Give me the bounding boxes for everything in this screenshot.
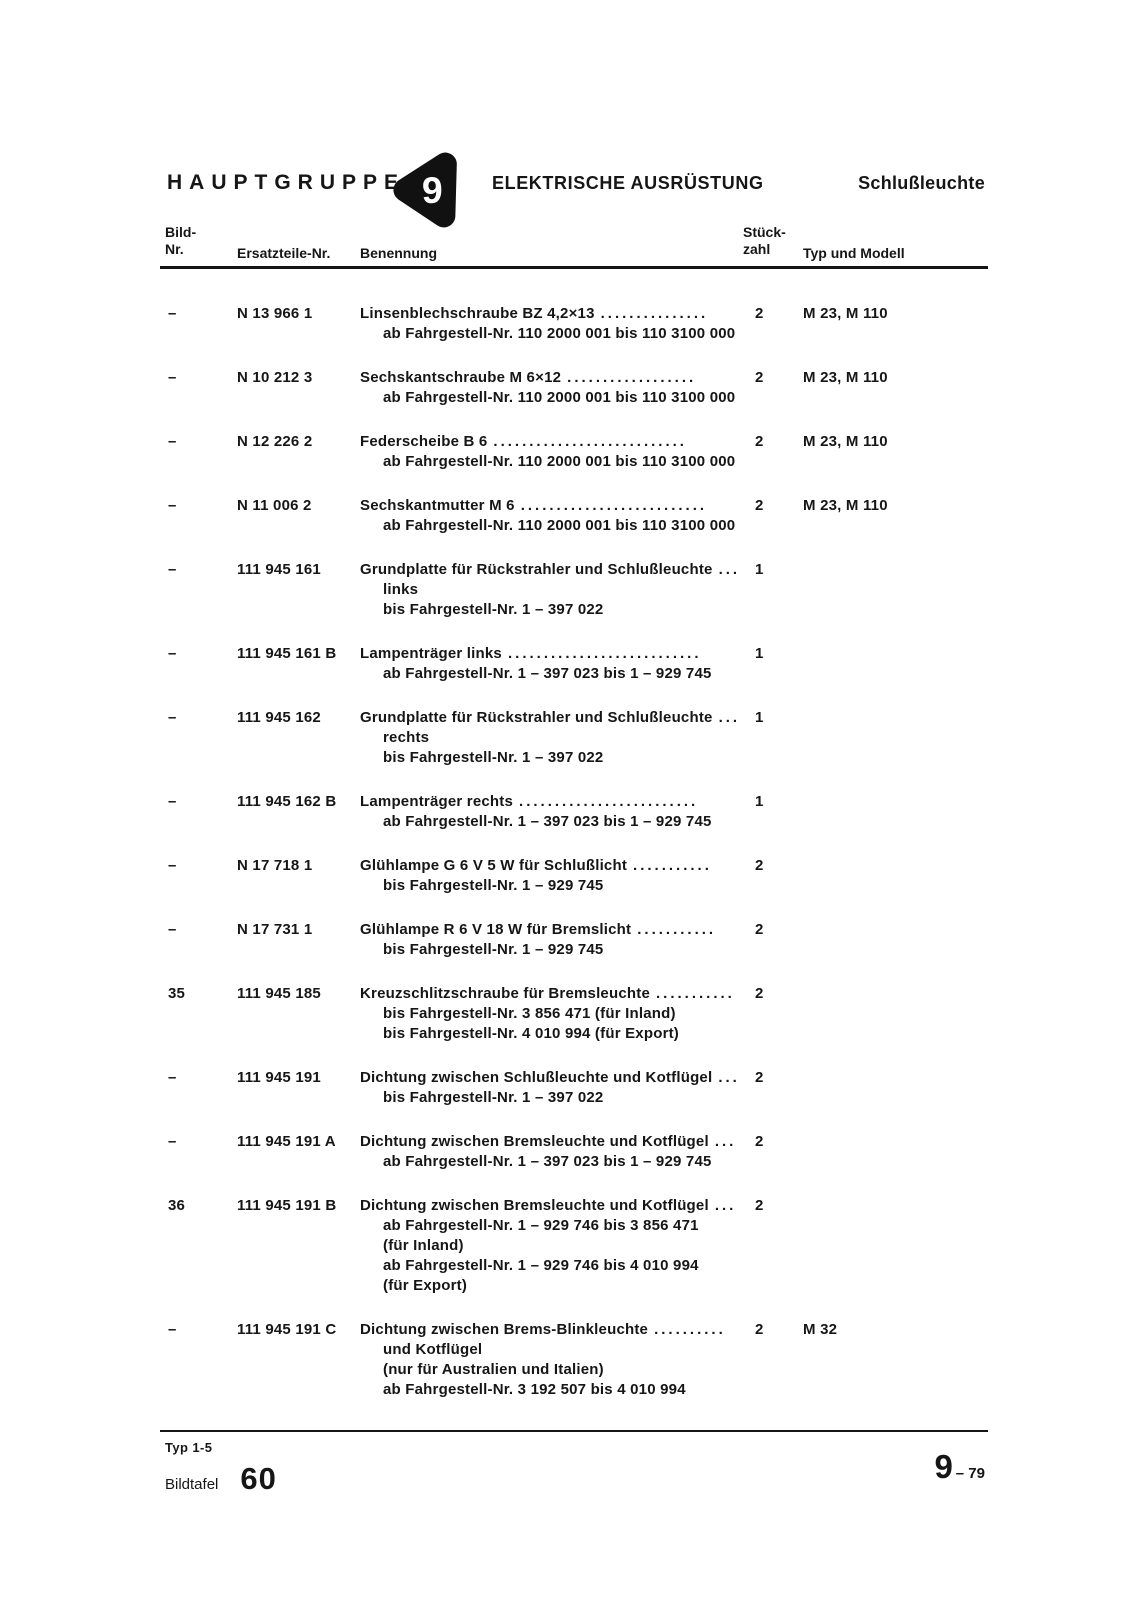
row-part-number: 111 945 185 — [237, 985, 321, 1002]
page-content — [165, 0, 985, 1600]
row-bild-nr: – — [168, 921, 177, 938]
row-part-name: Dichtung zwischen Schlußleuchte und Kotflügel — [360, 1069, 713, 1086]
column-header-qty-line2: zahl — [743, 241, 771, 257]
row-details — [360, 1340, 743, 1400]
table-row — [165, 432, 985, 472]
column-header-typ-und-modell: Typ und Modell — [803, 245, 905, 261]
row-detail-line: (nur für Australien und Italien) — [383, 1361, 604, 1378]
row-bild-nr: – — [168, 1321, 177, 1338]
row-part-number: 111 945 191 — [237, 1069, 321, 1086]
dot-leader: ... — [718, 1069, 740, 1086]
table-row — [165, 920, 985, 960]
footer-rule — [160, 1430, 988, 1432]
row-part-name: Sechskantmutter M 6 — [360, 497, 515, 514]
row-detail-line: ab Fahrgestell-Nr. 1 – 397 023 bis 1 – 929 745 — [383, 665, 712, 682]
dot-leader: .................. — [567, 369, 697, 386]
row-name-cell — [360, 708, 743, 768]
dot-leader: ... — [718, 561, 741, 578]
row-name-cell — [360, 432, 743, 472]
row-detail-line: (für Export) — [383, 1277, 468, 1294]
row-quantity: 2 — [755, 921, 764, 938]
row-detail-line: links — [383, 581, 419, 598]
dot-leader: ... — [718, 709, 741, 726]
header-rule — [160, 266, 988, 269]
row-bild-nr: 36 — [168, 1197, 186, 1214]
row-part-name: Grundplatte für Rückstrahler und Schlußleuchte — [360, 709, 713, 726]
dot-leader: ........... — [633, 857, 712, 874]
table-row — [165, 708, 985, 768]
row-bild-nr: – — [168, 369, 177, 386]
row-detail-line: ab Fahrgestell-Nr. 1 – 929 746 bis 3 856 471 — [383, 1217, 699, 1234]
row-details — [360, 1088, 743, 1108]
row-bild-nr: – — [168, 305, 177, 322]
row-part-name: Linsenblechschraube BZ 4,2×13 — [360, 305, 595, 322]
row-details — [360, 580, 743, 620]
row-quantity: 2 — [755, 1197, 764, 1214]
row-name-cell — [360, 304, 743, 344]
table-row — [165, 496, 985, 536]
row-model: M 23, M 110 — [803, 369, 888, 386]
table-row — [165, 368, 985, 408]
row-part-number: N 17 731 1 — [237, 921, 313, 938]
table-row — [165, 1132, 985, 1172]
row-detail-line: ab Fahrgestell-Nr. 110 2000 001 bis 110 3100 000 — [383, 325, 736, 342]
row-name-line — [360, 708, 743, 728]
row-part-number: N 17 718 1 — [237, 857, 313, 874]
row-part-number: N 10 212 3 — [237, 369, 313, 386]
row-name-line — [360, 304, 743, 324]
row-details — [360, 812, 743, 832]
row-details — [360, 452, 743, 472]
row-part-name: Lampenträger links — [360, 645, 502, 662]
row-detail-line: rechts — [383, 729, 430, 746]
row-bild-nr: – — [168, 433, 177, 450]
page-subject: Schlußleuchte — [858, 173, 985, 193]
row-detail-line: ab Fahrgestell-Nr. 1 – 397 023 bis 1 – 929 745 — [383, 813, 712, 830]
row-model: M 23, M 110 — [803, 497, 888, 514]
row-part-number: 111 945 191 A — [237, 1133, 336, 1150]
row-model: M 23, M 110 — [803, 305, 888, 322]
section-title: ELEKTRISCHE AUSRÜSTUNG — [492, 173, 764, 193]
row-name-line — [360, 496, 743, 516]
row-quantity: 2 — [755, 305, 764, 322]
dot-leader: ........................... — [507, 645, 702, 662]
row-part-name: Sechskantschraube M 6×12 — [360, 369, 562, 386]
row-quantity: 2 — [755, 1069, 764, 1086]
row-name-line — [360, 368, 743, 388]
row-detail-line: bis Fahrgestell-Nr. 4 010 994 (für Export) — [383, 1025, 679, 1042]
row-detail-line: ab Fahrgestell-Nr. 110 2000 001 bis 110 3100 000 — [383, 453, 736, 470]
row-name-line — [360, 432, 743, 452]
page-number-main: 9 — [934, 1448, 953, 1485]
row-name-cell — [360, 368, 743, 408]
row-part-name: Kreuzschlitzschraube für Bremsleuchte — [360, 985, 650, 1002]
dot-leader: ............... — [600, 305, 709, 322]
type-range-label: Typ 1-5 — [165, 1440, 213, 1455]
table-row — [165, 792, 985, 832]
row-detail-line: ab Fahrgestell-Nr. 1 – 397 023 bis 1 – 929 745 — [383, 1153, 712, 1170]
table-row — [165, 984, 985, 1044]
row-quantity: 1 — [755, 709, 764, 726]
row-name-line — [360, 856, 743, 876]
parts-table-body — [165, 304, 985, 1424]
row-detail-line: bis Fahrgestell-Nr. 1 – 929 745 — [383, 941, 604, 958]
row-detail-line: bis Fahrgestell-Nr. 1 – 397 022 — [383, 601, 604, 618]
column-header-bild-line1: Bild- — [165, 224, 197, 240]
row-model: M 32 — [803, 1321, 838, 1338]
table-row — [165, 644, 985, 684]
row-details — [360, 876, 743, 896]
page-number — [934, 1448, 985, 1486]
row-part-name: Lampenträger rechts — [360, 793, 514, 810]
row-name-cell — [360, 496, 743, 536]
row-quantity: 1 — [755, 561, 764, 578]
table-row — [165, 1196, 985, 1296]
row-bild-nr: – — [168, 857, 177, 874]
row-detail-line: bis Fahrgestell-Nr. 1 – 929 745 — [383, 877, 604, 894]
row-name-line — [360, 1196, 743, 1216]
row-details — [360, 728, 743, 768]
row-part-number: 111 945 161 — [237, 561, 321, 578]
row-quantity: 2 — [755, 369, 764, 386]
dot-leader: .......... — [654, 1321, 726, 1338]
row-details — [360, 1152, 743, 1172]
group-number: 9 — [421, 168, 443, 211]
row-details — [360, 1004, 743, 1044]
column-header-bild-nr — [165, 224, 196, 258]
row-bild-nr: – — [168, 1133, 177, 1150]
plate-number: 60 — [240, 1461, 277, 1496]
row-details — [360, 324, 743, 344]
row-part-name: Glühlampe R 6 V 18 W für Bremslicht — [360, 921, 632, 938]
row-name-cell — [360, 920, 743, 960]
row-name-cell — [360, 984, 743, 1044]
table-row — [165, 560, 985, 620]
row-detail-line: ab Fahrgestell-Nr. 110 2000 001 bis 110 3100 000 — [383, 389, 736, 406]
row-bild-nr: – — [168, 1069, 177, 1086]
row-part-number: N 13 966 1 — [237, 305, 313, 322]
row-bild-nr: – — [168, 793, 177, 810]
row-name-cell — [360, 1068, 743, 1108]
row-part-number: 111 945 191 C — [237, 1321, 337, 1338]
row-part-number: N 11 006 2 — [237, 497, 312, 514]
row-quantity: 2 — [755, 985, 764, 1002]
row-bild-nr: – — [168, 645, 177, 662]
row-quantity: 2 — [755, 857, 764, 874]
row-detail-line: ab Fahrgestell-Nr. 1 – 929 746 bis 4 010 994 — [383, 1257, 699, 1274]
row-name-line — [360, 792, 743, 812]
row-part-number: 111 945 191 B — [237, 1197, 337, 1214]
row-part-name: Grundplatte für Rückstrahler und Schlußleuchte — [360, 561, 713, 578]
row-part-name: Federscheibe B 6 — [360, 433, 488, 450]
row-detail-line: ab Fahrgestell-Nr. 110 2000 001 bis 110 3100 000 — [383, 517, 736, 534]
dot-leader: ... — [714, 1133, 737, 1150]
row-detail-line: bis Fahrgestell-Nr. 1 – 397 022 — [383, 749, 604, 766]
row-name-line — [360, 644, 743, 664]
table-column-headers — [165, 222, 985, 262]
column-header-benennung: Benennung — [360, 245, 437, 261]
column-header-qty-line1: Stück- — [743, 224, 786, 240]
row-detail-line: bis Fahrgestell-Nr. 3 856 471 (für Inland) — [383, 1005, 676, 1022]
column-header-stueckzahl — [743, 224, 786, 258]
row-detail-line: ab Fahrgestell-Nr. 3 192 507 bis 4 010 994 — [383, 1381, 686, 1398]
row-detail-line: und Kotflügel — [383, 1341, 483, 1358]
dot-leader: .......................... — [520, 497, 708, 514]
row-part-number: 111 945 161 B — [237, 645, 337, 662]
row-name-cell — [360, 644, 743, 684]
row-name-cell — [360, 1132, 743, 1172]
table-row — [165, 304, 985, 344]
main-group-label: HAUPTGRUPPE — [167, 171, 406, 194]
row-name-cell — [360, 560, 743, 620]
plate-line — [165, 1461, 277, 1497]
footer-left — [165, 1440, 277, 1497]
row-details — [360, 940, 743, 960]
row-quantity: 2 — [755, 497, 764, 514]
row-quantity: 1 — [755, 645, 764, 662]
row-name-line — [360, 1132, 743, 1152]
row-quantity: 2 — [755, 1321, 764, 1338]
table-row — [165, 1068, 985, 1108]
row-model: M 23, M 110 — [803, 433, 888, 450]
row-name-line — [360, 1320, 743, 1340]
page-number-suffix: – 79 — [955, 1465, 985, 1482]
row-bild-nr: – — [168, 497, 177, 514]
row-quantity: 2 — [755, 433, 764, 450]
plate-label: Bildtafel — [165, 1476, 219, 1493]
row-quantity: 1 — [755, 793, 764, 810]
row-part-name: Dichtung zwischen Bremsleuchte und Kotflügel — [360, 1133, 709, 1150]
row-name-cell — [360, 856, 743, 896]
dot-leader: ... — [714, 1197, 737, 1214]
row-part-number: N 12 226 2 — [237, 433, 313, 450]
row-bild-nr: 35 — [168, 985, 186, 1002]
row-name-cell — [360, 1320, 743, 1400]
column-header-bild-line2: Nr. — [165, 241, 184, 257]
dot-leader: ......................... — [519, 793, 699, 810]
row-name-line — [360, 984, 743, 1004]
row-details — [360, 388, 743, 408]
row-name-line — [360, 920, 743, 940]
row-details — [360, 1216, 743, 1296]
column-header-part-number: Ersatzteile-Nr. — [237, 245, 331, 261]
dot-leader: ........... — [637, 921, 717, 938]
row-part-number: 111 945 162 B — [237, 793, 337, 810]
row-part-name: Glühlampe G 6 V 5 W für Schlußlicht — [360, 857, 628, 874]
row-part-name: Dichtung zwischen Bremsleuchte und Kotflügel — [360, 1197, 709, 1214]
row-name-line — [360, 1068, 743, 1088]
row-part-name: Dichtung zwischen Brems-Blinkleuchte — [360, 1321, 649, 1338]
dot-leader: ........................... — [493, 433, 687, 450]
row-name-line — [360, 560, 743, 580]
dot-leader: ........... — [655, 985, 735, 1002]
row-quantity: 2 — [755, 1133, 764, 1150]
row-part-number: 111 945 162 — [237, 709, 321, 726]
row-name-cell — [360, 1196, 743, 1296]
row-detail-line: (für Inland) — [383, 1237, 464, 1254]
row-name-cell — [360, 792, 743, 832]
row-bild-nr: – — [168, 561, 177, 578]
row-details — [360, 516, 743, 536]
table-row — [165, 856, 985, 896]
row-detail-line: bis Fahrgestell-Nr. 1 – 397 022 — [383, 1089, 604, 1106]
table-row — [165, 1320, 985, 1400]
row-bild-nr: – — [168, 709, 177, 726]
row-details — [360, 664, 743, 684]
